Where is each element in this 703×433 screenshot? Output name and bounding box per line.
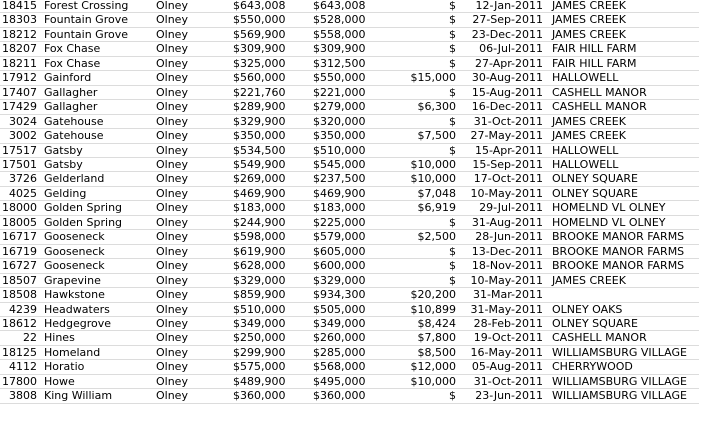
street-name-cell: Gatehouse bbox=[39, 114, 151, 128]
subdivision-cell: JAMES CREEK bbox=[545, 27, 699, 41]
table-row bbox=[0, 85, 699, 99]
sold-price-cell: $505,000 bbox=[311, 302, 390, 316]
sold-price-cell: $237,500 bbox=[311, 172, 390, 186]
subdivision-cell: JAMES CREEK bbox=[545, 129, 699, 143]
seller-subsidy-cell: $10,000 bbox=[390, 374, 458, 388]
seller-subsidy-cell: $ bbox=[390, 259, 458, 273]
table-row bbox=[0, 230, 699, 244]
table-row bbox=[0, 172, 699, 186]
table-row bbox=[0, 186, 699, 200]
list-price-cell: $250,000 bbox=[228, 331, 311, 345]
sold-price-cell: $312,500 bbox=[311, 56, 390, 70]
seller-subsidy-cell: $ bbox=[390, 114, 458, 128]
subdivision-cell: JAMES CREEK bbox=[545, 13, 699, 27]
sold-price-cell: $221,000 bbox=[311, 85, 390, 99]
settle-date-cell: 19-Oct-2011 bbox=[458, 331, 545, 345]
settle-date-cell: 23-Dec-2011 bbox=[458, 27, 545, 41]
subdivision-cell: CASHELL MANOR bbox=[545, 331, 699, 345]
street-number-cell: 17407 bbox=[2, 85, 37, 99]
list-price-cell: $549,900 bbox=[228, 157, 311, 171]
settle-date-cell: 17-Oct-2011 bbox=[458, 172, 545, 186]
street-name-cell: Gelderland bbox=[39, 172, 151, 186]
table-row bbox=[0, 114, 699, 128]
street-name-cell: Gatehouse bbox=[39, 129, 151, 143]
settle-date-cell: 31-May-2011 bbox=[458, 302, 545, 316]
seller-subsidy-cell: $12,000 bbox=[390, 360, 458, 374]
street-number-cell: 18303 bbox=[2, 13, 37, 27]
table-row bbox=[0, 215, 699, 229]
settle-date-cell: 10-May-2011 bbox=[458, 273, 545, 287]
subdivision-cell: JAMES CREEK bbox=[545, 0, 699, 13]
sold-price-cell: $643,008 bbox=[311, 0, 390, 13]
street-number-cell: 18507 bbox=[2, 273, 37, 287]
sold-price-cell: $350,000 bbox=[311, 129, 390, 143]
subdivision-cell: JAMES CREEK bbox=[545, 273, 699, 287]
seller-subsidy-cell: $ bbox=[390, 273, 458, 287]
seller-subsidy-cell: $7,800 bbox=[390, 331, 458, 345]
street-name-cell: King William bbox=[39, 389, 151, 403]
city-cell: Olney bbox=[151, 100, 228, 114]
table-row bbox=[0, 331, 699, 345]
table-row bbox=[0, 259, 699, 273]
sold-price-cell: $605,000 bbox=[311, 244, 390, 258]
sold-price-cell: $528,000 bbox=[311, 13, 390, 27]
seller-subsidy-cell: $ bbox=[390, 13, 458, 27]
table-row bbox=[0, 273, 699, 287]
list-price-cell: $598,000 bbox=[228, 230, 311, 244]
sold-price-cell: $183,000 bbox=[311, 201, 390, 215]
seller-subsidy-cell: $ bbox=[390, 389, 458, 403]
seller-subsidy-cell: $ bbox=[390, 85, 458, 99]
sold-price-cell: $568,000 bbox=[311, 360, 390, 374]
city-cell: Olney bbox=[151, 259, 228, 273]
sold-price-cell: $309,900 bbox=[311, 42, 390, 56]
city-cell: Olney bbox=[151, 201, 228, 215]
subdivision-cell: OLNEY SQUARE bbox=[545, 316, 699, 330]
street-number-cell: 18000 bbox=[2, 201, 37, 215]
sold-price-cell: $545,000 bbox=[311, 157, 390, 171]
sold-price-cell: $469,900 bbox=[311, 186, 390, 200]
subdivision-cell: CHERRYWOOD bbox=[545, 360, 699, 374]
city-cell: Olney bbox=[151, 157, 228, 171]
settle-date-cell: 30-Aug-2011 bbox=[458, 71, 545, 85]
list-price-cell: $619,900 bbox=[228, 244, 311, 258]
list-price-cell: $221,760 bbox=[228, 85, 311, 99]
street-name-cell: Gatsby bbox=[39, 157, 151, 171]
list-price-cell: $643,008 bbox=[228, 0, 311, 13]
table-row bbox=[0, 288, 699, 302]
street-name-cell: Gooseneck bbox=[39, 244, 151, 258]
city-cell: Olney bbox=[151, 288, 228, 302]
seller-subsidy-cell: $6,919 bbox=[390, 201, 458, 215]
subdivision-cell: OLNEY SQUARE bbox=[545, 172, 699, 186]
sold-price-cell: $225,000 bbox=[311, 215, 390, 229]
list-price-cell: $183,000 bbox=[228, 201, 311, 215]
street-number-cell: 16717 bbox=[2, 230, 37, 244]
subdivision-cell: HOMELND VL OLNEY bbox=[545, 215, 699, 229]
settle-date-cell: 16-Dec-2011 bbox=[458, 100, 545, 114]
sold-price-cell: $550,000 bbox=[311, 71, 390, 85]
sold-price-cell: $285,000 bbox=[311, 345, 390, 359]
sold-price-cell: $510,000 bbox=[311, 143, 390, 157]
settle-date-cell: 29-Jul-2011 bbox=[458, 201, 545, 215]
street-name-cell: Gelding bbox=[39, 186, 151, 200]
settle-date-cell: 31-Aug-2011 bbox=[458, 215, 545, 229]
city-cell: Olney bbox=[151, 13, 228, 27]
subdivision-cell: HALLOWELL bbox=[545, 143, 699, 157]
subdivision-cell: WILLIAMSBURG VILLAGE bbox=[545, 345, 699, 359]
table-row bbox=[0, 360, 699, 374]
settle-date-cell: 27-May-2011 bbox=[458, 129, 545, 143]
street-number-cell: 18211 bbox=[2, 56, 37, 70]
street-number-cell: 17800 bbox=[2, 374, 37, 388]
table-row bbox=[0, 129, 699, 143]
street-name-cell: Hines bbox=[39, 331, 151, 345]
street-number-cell: 4025 bbox=[0, 186, 39, 200]
street-name-cell: Golden Spring bbox=[39, 215, 151, 229]
subdivision-cell: OLNEY OAKS bbox=[545, 302, 699, 316]
settle-date-cell: 27-Apr-2011 bbox=[458, 56, 545, 70]
seller-subsidy-cell: $ bbox=[390, 42, 458, 56]
sold-price-cell: $329,000 bbox=[311, 273, 390, 287]
street-number-cell: 3024 bbox=[0, 114, 39, 128]
city-cell: Olney bbox=[151, 345, 228, 359]
table-row bbox=[0, 27, 699, 41]
street-name-cell: Gooseneck bbox=[39, 259, 151, 273]
settle-date-cell: 13-Dec-2011 bbox=[458, 244, 545, 258]
list-price-cell: $289,900 bbox=[228, 100, 311, 114]
subdivision-cell bbox=[545, 288, 699, 302]
seller-subsidy-cell: $ bbox=[390, 56, 458, 70]
table-row bbox=[0, 143, 699, 157]
street-name-cell: Forest Crossing bbox=[39, 0, 151, 13]
list-price-cell: $244,900 bbox=[228, 215, 311, 229]
subdivision-cell: BROOKE MANOR FARMS bbox=[545, 230, 699, 244]
settle-date-cell: 15-Sep-2011 bbox=[458, 157, 545, 171]
city-cell: Olney bbox=[151, 215, 228, 229]
list-price-cell: $350,000 bbox=[228, 129, 311, 143]
list-price-cell: $510,000 bbox=[228, 302, 311, 316]
street-name-cell: Headwaters bbox=[39, 302, 151, 316]
seller-subsidy-cell: $8,500 bbox=[390, 345, 458, 359]
subdivision-cell: WILLIAMSBURG VILLAGE bbox=[545, 374, 699, 388]
settle-date-cell: 06-Jul-2011 bbox=[458, 42, 545, 56]
city-cell: Olney bbox=[151, 230, 228, 244]
street-number-cell: 17912 bbox=[2, 71, 37, 85]
subdivision-cell: BROOKE MANOR FARMS bbox=[545, 259, 699, 273]
list-price-cell: $309,900 bbox=[228, 42, 311, 56]
street-name-cell: Howe bbox=[39, 374, 151, 388]
street-name-cell: Fountain Grove bbox=[39, 13, 151, 27]
city-cell: Olney bbox=[151, 389, 228, 403]
city-cell: Olney bbox=[151, 273, 228, 287]
settle-date-cell: 28-Jun-2011 bbox=[458, 230, 545, 244]
street-number-cell: 18508 bbox=[2, 288, 37, 302]
seller-subsidy-cell: $10,899 bbox=[390, 302, 458, 316]
seller-subsidy-cell: $2,500 bbox=[390, 230, 458, 244]
subdivision-cell: CASHELL MANOR bbox=[545, 85, 699, 99]
sold-price-cell: $558,000 bbox=[311, 27, 390, 41]
street-name-cell: Hedgegrove bbox=[39, 316, 151, 330]
subdivision-cell: WILLIAMSBURG VILLAGE bbox=[545, 389, 699, 403]
subdivision-cell: FAIR HILL FARM bbox=[545, 42, 699, 56]
table-row bbox=[0, 345, 699, 359]
list-price-cell: $575,000 bbox=[228, 360, 311, 374]
settle-date-cell: 31-Oct-2011 bbox=[458, 374, 545, 388]
table-row bbox=[0, 316, 699, 330]
sold-price-cell: $360,000 bbox=[311, 389, 390, 403]
list-price-cell: $299,900 bbox=[228, 345, 311, 359]
sold-price-cell: $495,000 bbox=[311, 374, 390, 388]
seller-subsidy-cell: $ bbox=[390, 143, 458, 157]
settle-date-cell: 15-Apr-2011 bbox=[458, 143, 545, 157]
street-number-cell: 18212 bbox=[2, 27, 37, 41]
street-number-cell: 18612 bbox=[2, 316, 37, 330]
table-row bbox=[0, 42, 699, 56]
city-cell: Olney bbox=[151, 0, 228, 13]
sold-price-cell: $320,000 bbox=[311, 114, 390, 128]
city-cell: Olney bbox=[151, 129, 228, 143]
street-number-cell: 22 bbox=[0, 331, 39, 345]
street-number-cell: 18005 bbox=[2, 215, 37, 229]
street-number-cell: 17501 bbox=[2, 157, 37, 171]
city-cell: Olney bbox=[151, 56, 228, 70]
list-price-cell: $859,900 bbox=[228, 288, 311, 302]
city-cell: Olney bbox=[151, 302, 228, 316]
seller-subsidy-cell: $10,000 bbox=[390, 172, 458, 186]
table-row bbox=[0, 71, 699, 85]
street-name-cell: Hawkstone bbox=[39, 288, 151, 302]
settle-date-cell: 10-May-2011 bbox=[458, 186, 545, 200]
street-number-cell: 18415 bbox=[2, 0, 37, 12]
street-name-cell: Fox Chase bbox=[39, 42, 151, 56]
street-number-cell: 4112 bbox=[0, 360, 39, 374]
city-cell: Olney bbox=[151, 143, 228, 157]
street-name-cell: Golden Spring bbox=[39, 201, 151, 215]
street-number-cell: 3726 bbox=[0, 172, 39, 186]
settle-date-cell: 18-Nov-2011 bbox=[458, 259, 545, 273]
list-price-cell: $349,000 bbox=[228, 316, 311, 330]
sold-price-cell: $279,000 bbox=[311, 100, 390, 114]
city-cell: Olney bbox=[151, 331, 228, 345]
seller-subsidy-cell: $10,000 bbox=[390, 157, 458, 171]
settle-date-cell: 16-May-2011 bbox=[458, 345, 545, 359]
settle-date-cell: 27-Sep-2011 bbox=[458, 13, 545, 27]
city-cell: Olney bbox=[151, 244, 228, 258]
street-name-cell: Gooseneck bbox=[39, 230, 151, 244]
sold-price-cell: $934,300 bbox=[311, 288, 390, 302]
table-row bbox=[0, 302, 699, 316]
table-row bbox=[0, 244, 699, 258]
list-price-cell: $325,000 bbox=[228, 56, 311, 70]
table-row bbox=[0, 389, 699, 403]
city-cell: Olney bbox=[151, 316, 228, 330]
street-number-cell: 16719 bbox=[2, 244, 37, 258]
sold-price-cell: $349,000 bbox=[311, 316, 390, 330]
list-price-cell: $269,000 bbox=[228, 172, 311, 186]
subdivision-cell: HALLOWELL bbox=[545, 71, 699, 85]
city-cell: Olney bbox=[151, 42, 228, 56]
subdivision-cell: OLNEY SQUARE bbox=[545, 186, 699, 200]
street-name-cell: Horatio bbox=[39, 360, 151, 374]
list-price-cell: $360,000 bbox=[228, 389, 311, 403]
seller-subsidy-cell: $20,200 bbox=[390, 288, 458, 302]
list-price-cell: $550,000 bbox=[228, 13, 311, 27]
subdivision-cell: FAIR HILL FARM bbox=[545, 56, 699, 70]
list-price-cell: $329,000 bbox=[228, 273, 311, 287]
subdivision-cell: JAMES CREEK bbox=[545, 114, 699, 128]
street-number-cell: 3002 bbox=[0, 129, 39, 143]
seller-subsidy-cell: $6,300 bbox=[390, 100, 458, 114]
sold-price-cell: $260,000 bbox=[311, 331, 390, 345]
seller-subsidy-cell: $ bbox=[390, 27, 458, 41]
list-price-cell: $489,900 bbox=[228, 374, 311, 388]
subdivision-cell: HALLOWELL bbox=[545, 157, 699, 171]
seller-subsidy-cell: $ bbox=[390, 244, 458, 258]
street-number-cell: 3808 bbox=[0, 389, 39, 403]
seller-subsidy-cell: $ bbox=[390, 0, 458, 13]
city-cell: Olney bbox=[151, 172, 228, 186]
street-number-cell: 18207 bbox=[2, 42, 37, 56]
seller-subsidy-cell: $ bbox=[390, 215, 458, 229]
table-row bbox=[0, 13, 699, 27]
settle-date-cell: 12-Jan-2011 bbox=[458, 0, 545, 13]
list-price-cell: $628,000 bbox=[228, 259, 311, 273]
city-cell: Olney bbox=[151, 360, 228, 374]
settle-date-cell: 15-Aug-2011 bbox=[458, 85, 545, 99]
list-price-cell: $329,900 bbox=[228, 114, 311, 128]
street-name-cell: Grapevine bbox=[39, 273, 151, 287]
table-row bbox=[0, 100, 699, 114]
city-cell: Olney bbox=[151, 27, 228, 41]
street-number-cell: 18125 bbox=[2, 345, 37, 359]
list-price-cell: $560,000 bbox=[228, 71, 311, 85]
table-row bbox=[0, 201, 699, 215]
seller-subsidy-cell: $7,048 bbox=[390, 186, 458, 200]
seller-subsidy-cell: $7,500 bbox=[390, 129, 458, 143]
street-name-cell: Gallagher bbox=[39, 100, 151, 114]
city-cell: Olney bbox=[151, 71, 228, 85]
settle-date-cell: 05-Aug-2011 bbox=[458, 360, 545, 374]
table-row bbox=[0, 0, 699, 13]
street-name-cell: Gatsby bbox=[39, 143, 151, 157]
sold-price-cell: $579,000 bbox=[311, 230, 390, 244]
seller-subsidy-cell: $8,424 bbox=[390, 316, 458, 330]
settle-date-cell: 31-Mar-2011 bbox=[458, 288, 545, 302]
city-cell: Olney bbox=[151, 186, 228, 200]
subdivision-cell: BROOKE MANOR FARMS bbox=[545, 244, 699, 258]
street-number-cell: 16727 bbox=[2, 259, 37, 273]
list-price-cell: $534,500 bbox=[228, 143, 311, 157]
city-cell: Olney bbox=[151, 85, 228, 99]
table-row bbox=[0, 56, 699, 70]
street-number-cell: 17429 bbox=[2, 100, 37, 114]
list-price-cell: $469,900 bbox=[228, 186, 311, 200]
table-row bbox=[0, 157, 699, 171]
street-name-cell: Gainford bbox=[39, 71, 151, 85]
seller-subsidy-cell: $15,000 bbox=[390, 71, 458, 85]
city-cell: Olney bbox=[151, 374, 228, 388]
subdivision-cell: HOMELND VL OLNEY bbox=[545, 201, 699, 215]
street-name-cell: Fox Chase bbox=[39, 56, 151, 70]
city-cell: Olney bbox=[151, 114, 228, 128]
subdivision-cell: CASHELL MANOR bbox=[545, 100, 699, 114]
street-name-cell: Gallagher bbox=[39, 85, 151, 99]
settle-date-cell: 23-Jun-2011 bbox=[458, 389, 545, 403]
settle-date-cell: 31-Oct-2011 bbox=[458, 114, 545, 128]
list-price-cell: $569,900 bbox=[228, 27, 311, 41]
settle-date-cell: 28-Feb-2011 bbox=[458, 316, 545, 330]
street-number-cell: 4239 bbox=[0, 302, 39, 316]
street-name-cell: Homeland bbox=[39, 345, 151, 359]
street-number-cell: 17517 bbox=[2, 143, 37, 157]
street-name-cell: Fountain Grove bbox=[39, 27, 151, 41]
sold-price-cell: $600,000 bbox=[311, 259, 390, 273]
table-row bbox=[0, 374, 699, 388]
